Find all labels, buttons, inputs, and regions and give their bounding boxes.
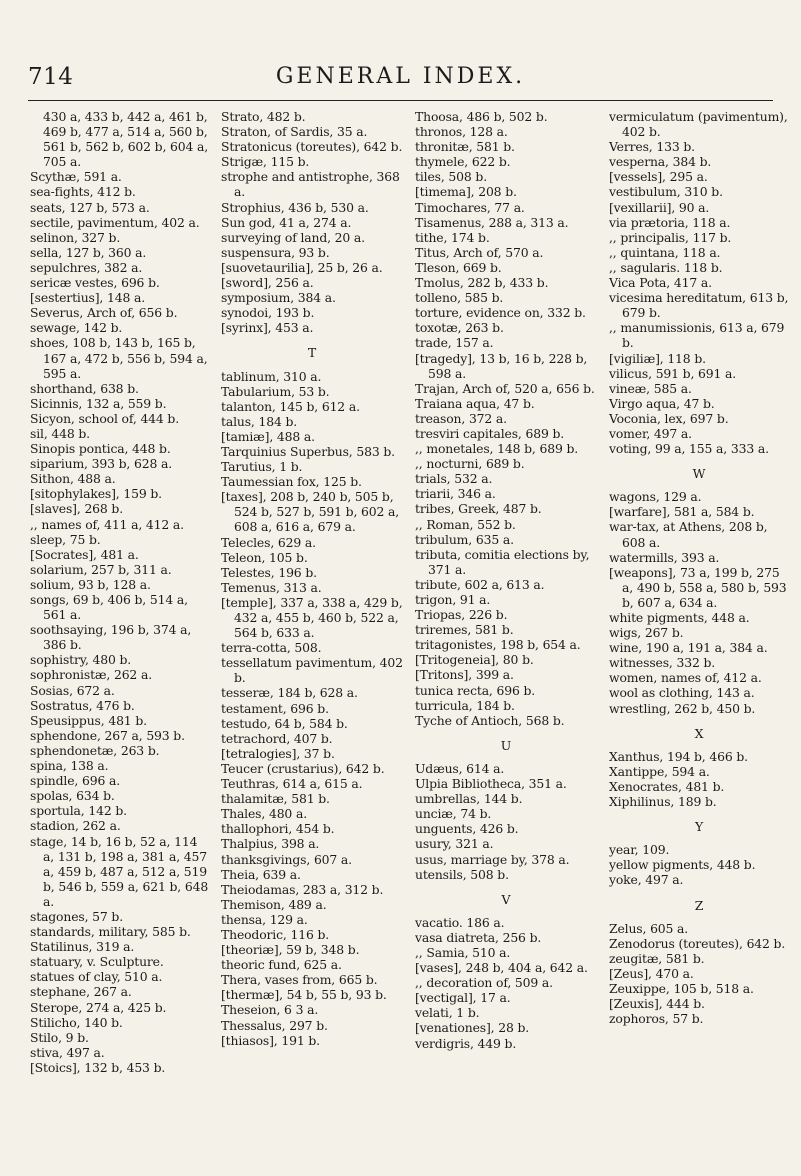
- index-entry: vomer, 497 a.: [609, 425, 692, 441]
- index-entry: Xiphilinus, 189 b.: [609, 794, 717, 810]
- index-entry: Stratonicus (toreutes), 642 b.: [221, 139, 403, 155]
- index-column-1: [30, 109, 212, 1075]
- index-entry: sepulchres, 382 a.: [30, 259, 143, 275]
- index-entry: sophronistæ, 262 a.: [30, 667, 152, 683]
- index-entry: Temenus, 313 a.: [221, 579, 322, 595]
- index-entry: spindle, 696 a.: [30, 773, 121, 789]
- index-entry: Theiodamas, 283 a, 312 b.: [221, 881, 384, 897]
- index-entry: triremes, 581 b.: [415, 622, 514, 638]
- index-entry: tritagonistes, 198 b, 654 a.: [415, 637, 581, 653]
- index-entry: ,, names of, 411 a, 412 a.: [30, 516, 184, 532]
- index-entry: talanton, 145 b, 612 a.: [221, 398, 360, 414]
- index-entry: siparium, 393 b, 628 a.: [30, 456, 172, 472]
- index-entry: solium, 93 b, 128 a.: [30, 576, 151, 592]
- index-entry: Sithon, 488 a.: [30, 471, 116, 487]
- index-entry: sella, 127 b, 360 a.: [30, 244, 147, 260]
- index-entry: [timema], 208 b.: [415, 184, 517, 200]
- index-entry: stage, 14 b, 16 b, 52 a, 114 a, 131 b, 198 a, 381 a, 457 a, 459 b, 487 a, 512 a, 519 b, 546 b, 559 a, 621 b, 648 a.: [30, 833, 209, 909]
- index-entry: Tleson, 669 b.: [415, 259, 502, 275]
- index-entry: [theoriæ], 59 b, 348 b.: [221, 942, 360, 958]
- index-entry: Virgo aqua, 47 b.: [609, 395, 715, 411]
- index-entry: tolleno, 585 b.: [415, 290, 504, 306]
- index-entry: Speusippus, 481 b.: [30, 712, 147, 728]
- index-entry: yellow pigments, 448 b.: [609, 857, 756, 873]
- index-entry: vermiculatum (pavimentum), 402 b.: [609, 109, 788, 140]
- index-entry: tiles, 508 b.: [415, 169, 487, 185]
- index-entry: wigs, 267 b.: [609, 625, 684, 641]
- index-entry: yoke, 497 a.: [609, 872, 684, 888]
- index-entry: Stilo, 9 b.: [30, 1029, 89, 1045]
- index-entry: tribute, 602 a, 613 a.: [415, 576, 545, 592]
- index-entry: sil, 448 b.: [30, 425, 90, 441]
- index-entry: shoes, 108 b, 143 b, 165 b, 167 a, 472 b, 556 b, 594 a, 595 a.: [30, 335, 208, 381]
- index-entry: Tmolus, 282 b, 433 b.: [415, 275, 549, 291]
- index-entry: Thalpius, 398 a.: [221, 836, 320, 852]
- index-entry: Udæus, 614 a.: [415, 760, 505, 776]
- index-entry: ,, manumissionis, 613 a, 679 b.: [609, 320, 785, 351]
- index-entry: strophe and antistrophe, 368 a.: [221, 169, 400, 200]
- index-entry: Theia, 639 a.: [221, 866, 301, 882]
- index-entry: [Socrates], 481 a.: [30, 546, 139, 562]
- index-entry: Strato, 482 b.: [221, 109, 306, 124]
- index-entry: sophistry, 480 b.: [30, 652, 132, 668]
- index-entry: surveying of land, 20 a.: [221, 229, 365, 245]
- index-letter-heading: Y: [694, 819, 704, 835]
- index-entry: [tragedy], 13 b, 16 b, 228 b, 598 a.: [415, 350, 588, 381]
- index-entry: trigon, 91 a.: [415, 592, 491, 607]
- index-entry: ,, principalis, 117 b.: [609, 229, 732, 245]
- index-entry: tribes, Greek, 487 b.: [415, 501, 542, 517]
- index-entry: [vigiliæ], 118 b.: [609, 350, 706, 366]
- index-entry: ,, monetales, 148 b, 689 b.: [415, 441, 579, 457]
- index-entry: [warfare], 581 a, 584 b.: [609, 504, 755, 520]
- index-entry: vasa diatreta, 256 b.: [415, 929, 542, 945]
- index-entry: [suovetaurilia], 25 b, 26 a.: [221, 259, 383, 275]
- index-entry: suspensura, 93 b.: [221, 244, 330, 260]
- index-entry: [thermæ], 54 b, 55 b, 93 b.: [221, 987, 387, 1003]
- index-entry: sphendonetæ, 263 b.: [30, 742, 160, 758]
- index-entry: ,, quintana, 118 a.: [609, 244, 721, 260]
- index-entry: [Zeus], 470 a.: [609, 965, 694, 981]
- index-entry: standards, military, 585 b.: [30, 924, 191, 940]
- index-entry: [temple], 337 a, 338 a, 429 b, 432 a, 455 b, 460 b, 522 a, 564 b, 633 a.: [221, 594, 403, 641]
- index-entry: thallophori, 454 b.: [221, 821, 335, 837]
- index-letter-heading: V: [501, 891, 511, 907]
- index-entry: solarium, 257 b, 311 a.: [30, 561, 172, 577]
- index-entry: wrestling, 262 b, 450 b.: [609, 700, 756, 716]
- index-entry: vestibulum, 310 b.: [609, 184, 723, 200]
- index-entry: synodoi, 193 b.: [221, 305, 315, 321]
- index-entry: white pigments, 448 a.: [609, 610, 750, 625]
- index-entry: tablinum, 310 a.: [221, 368, 322, 384]
- index-entry: Titus, Arch of, 570 a.: [415, 244, 544, 260]
- index-entry: thronos, 128 a.: [415, 124, 508, 140]
- index-entry: statues of clay, 510 a.: [30, 969, 163, 985]
- index-entry: [vexillarii], 90 a.: [609, 199, 710, 215]
- index-entry: testudo, 64 b, 584 b.: [221, 715, 348, 731]
- index-entry: tributa, comitia elections by, 371 a.: [415, 546, 590, 577]
- index-entry: wool as clothing, 143 a.: [609, 685, 755, 701]
- index-entry: Tisamenus, 288 a, 313 a.: [415, 214, 569, 230]
- index-entry: Theseion, 6 3 a.: [221, 1002, 319, 1018]
- index-entry: ,, decoration of, 509 a.: [415, 975, 553, 991]
- index-entry: ,, Roman, 552 b.: [415, 516, 516, 532]
- index-entry: utensils, 508 b.: [415, 866, 509, 882]
- index-entry: sleep, 75 b.: [30, 531, 101, 547]
- index-entry: torture, evidence on, 332 b.: [415, 305, 586, 321]
- index-entry: Strophius, 436 b, 530 a.: [221, 199, 369, 215]
- index-entry: turricula, 184 b.: [415, 697, 515, 713]
- index-entry: Sostratus, 476 b.: [30, 697, 135, 713]
- index-entry: Xanthus, 194 b, 466 b.: [609, 748, 748, 764]
- index-entry: verdigris, 449 b.: [415, 1035, 517, 1051]
- index-entry: Verres, 133 b.: [609, 139, 695, 155]
- index-entry: Sosias, 672 a.: [30, 682, 115, 698]
- index-entry: [venationes], 28 b.: [415, 1020, 530, 1036]
- index-entry: [taxes], 208 b, 240 b, 505 b, 524 b, 527 b, 591 b, 602 a, 608 a, 616 a, 679 a.: [221, 489, 400, 535]
- index-entry: [Stoics], 132 b, 453 b.: [30, 1059, 166, 1075]
- index-entry: Telecles, 629 a.: [221, 534, 316, 550]
- index-entry: spina, 138 a.: [30, 758, 109, 774]
- index-entry: Zenodorus (toreutes), 642 b.: [609, 935, 786, 951]
- index-entry: seats, 127 b, 573 a.: [30, 199, 150, 215]
- index-entry: sphendone, 267 a, 593 b.: [30, 727, 185, 743]
- index-entry: voting, 99 a, 155 a, 333 a.: [609, 441, 769, 457]
- index-entry: thronitæ, 581 b.: [415, 139, 515, 155]
- index-entry: Sinopis pontica, 448 b.: [30, 441, 171, 457]
- index-letter-heading: Z: [694, 897, 704, 913]
- index-entry: [sword], 256 a.: [221, 275, 314, 291]
- index-letter-heading: T: [307, 345, 317, 361]
- index-entry: Thessalus, 297 b.: [221, 1017, 328, 1033]
- index-entry: thanksgivings, 607 a.: [221, 851, 352, 867]
- index-entry: Telestes, 196 b.: [221, 564, 317, 580]
- index-entry: tribulum, 635 a.: [415, 531, 514, 547]
- index-entry: terra-cotta, 508.: [221, 640, 322, 656]
- index-entry: Scythæ, 591 a.: [30, 169, 122, 185]
- index-entry: wagons, 129 a.: [609, 489, 702, 505]
- index-entry: [thiasos], 191 b.: [221, 1032, 320, 1048]
- index-entry: stiva, 497 a.: [30, 1044, 105, 1060]
- index-entry: sericæ vestes, 696 b.: [30, 275, 160, 291]
- index-column-4: [609, 109, 789, 1026]
- index-entry: [syrinx], 453 a.: [221, 320, 314, 336]
- index-entry: vineæ, 585 a.: [609, 380, 692, 396]
- index-entry: [vessels], 295 a.: [609, 169, 708, 185]
- index-entry: toxotæ, 263 b.: [415, 320, 504, 336]
- index-entry: symposium, 384 a.: [221, 290, 336, 306]
- index-entry: Straton, of Sardis, 35 a.: [221, 124, 368, 140]
- index-entry: [sitophylakes], 159 b.: [30, 486, 162, 502]
- header-rule: [28, 100, 773, 101]
- index-entry: unguents, 426 b.: [415, 821, 519, 837]
- index-entry: tithe, 174 b.: [415, 229, 490, 245]
- index-entry: [Tritogeneia], 80 b.: [415, 652, 534, 668]
- index-entry: tessellatum pavimentum, 402 b.: [221, 655, 403, 686]
- index-entry: Tyche of Antioch, 568 b.: [415, 712, 565, 728]
- index-entry: Sicinnis, 132 a, 559 b.: [30, 395, 167, 411]
- index-entry: witnesses, 332 b.: [609, 655, 716, 671]
- index-entry: Sun god, 41 a, 274 a.: [221, 214, 352, 230]
- index-entry: wine, 190 a, 191 a, 384 a.: [609, 640, 768, 656]
- index-entry: sewage, 142 b.: [30, 320, 123, 336]
- index-entry: unciæ, 74 b.: [415, 806, 492, 822]
- index-entry: vesperna, 384 b.: [609, 154, 712, 170]
- index-entry: [tamiæ], 488 a.: [221, 428, 315, 444]
- index-entry: Statilinus, 319 a.: [30, 939, 135, 955]
- index-entry: Teleon, 105 b.: [221, 549, 308, 565]
- index-entry: thensa, 129 a.: [221, 911, 308, 927]
- index-entry: theoric fund, 625 a.: [221, 957, 342, 973]
- index-entry: vacatio. 186 a.: [415, 914, 505, 930]
- index-entry: Triopas, 226 b.: [415, 607, 508, 623]
- index-column-3: [415, 109, 597, 1051]
- index-entry: velati, 1 b.: [415, 1005, 480, 1021]
- index-column-2: [221, 109, 403, 1048]
- page-header: [28, 64, 773, 96]
- index-entry: Tarutius, 1 b.: [221, 459, 303, 475]
- index-entry: Sterope, 274 a, 425 b.: [30, 999, 167, 1015]
- index-entry: stephane, 267 a.: [30, 984, 132, 1000]
- index-entry: Zeuxippe, 105 b, 518 a.: [609, 980, 754, 996]
- index-entry: vilicus, 591 b, 691 a.: [609, 365, 737, 381]
- index-entry: Thoosa, 486 b, 502 b.: [415, 109, 548, 124]
- index-entry: tresviri capitales, 689 b.: [415, 425, 565, 441]
- index-entry: Sicyon, school of, 444 b.: [30, 410, 179, 426]
- index-entry: tunica recta, 696 b.: [415, 682, 536, 698]
- index-entry: [vases], 248 b, 404 a, 642 a.: [415, 960, 588, 976]
- index-entry: zeugitæ, 581 b.: [609, 950, 705, 966]
- index-entry: Taumessian fox, 125 b.: [221, 474, 362, 490]
- index-letter-heading: W: [692, 466, 706, 482]
- index-entry: [weapons], 73 a, 199 b, 275 a, 490 b, 558 a, 580 b, 593 b, 607 a, 634 a.: [609, 564, 787, 610]
- index-entry: [Zeuxis], 444 b.: [609, 996, 705, 1012]
- index-entry: Tabularium, 53 b.: [221, 383, 330, 399]
- index-entry: stadion, 262 a.: [30, 818, 121, 834]
- index-entry: stagones, 57 b.: [30, 908, 123, 924]
- index-entry: Vica Pota, 417 a.: [609, 275, 712, 291]
- index-entry: Tarquinius Superbus, 583 b.: [221, 443, 395, 459]
- index-letter-heading: U: [500, 737, 512, 753]
- index-entry: triarii, 346 a.: [415, 486, 496, 502]
- index-entry: [Tritons], 399 a.: [415, 667, 514, 683]
- index-entry: Traiana aqua, 47 b.: [415, 395, 535, 411]
- index-entry: ,, nocturni, 689 b.: [415, 456, 525, 472]
- index-entry: sea-fights, 412 b.: [30, 184, 136, 200]
- index-entry: war-tax, at Athens, 208 b, 608 a.: [609, 519, 768, 550]
- index-entry: [sestertius], 148 a.: [30, 290, 146, 306]
- index-entry: [slaves], 268 b.: [30, 501, 124, 517]
- index-entry: tesseræ, 184 b, 628 a.: [221, 685, 358, 701]
- index-entry: year, 109.: [609, 842, 670, 858]
- index-entry: talus, 184 b.: [221, 413, 298, 429]
- index-entry: Teucer (crustarius), 642 b.: [221, 760, 385, 776]
- index-entry: women, names of, 412 a.: [609, 670, 762, 686]
- index-entry: songs, 69 b, 406 b, 514 a, 561 a.: [30, 592, 188, 623]
- index-entry: zophoros, 57 b.: [609, 1011, 704, 1027]
- index-entry: thymele, 622 b.: [415, 154, 511, 170]
- index-entry: Zelus, 605 a.: [609, 920, 689, 936]
- index-entry: Severus, Arch of, 656 b.: [30, 305, 178, 321]
- index-entry: sectile, pavimentum, 402 a.: [30, 214, 200, 230]
- index-entry: Timochares, 77 a.: [415, 199, 525, 215]
- index-entry: Teuthras, 614 a, 615 a.: [221, 776, 363, 792]
- index-entry: trade, 157 a.: [415, 335, 494, 351]
- index-entry: Xenocrates, 481 b.: [609, 778, 725, 794]
- index-entry: trials, 532 a.: [415, 471, 493, 487]
- index-entry: ,, Samia, 510 a.: [415, 944, 511, 960]
- index-entry: statuary, v. Sculpture.: [30, 954, 164, 970]
- index-entry: watermills, 393 a.: [609, 549, 720, 565]
- index-entry: usury, 321 a.: [415, 836, 494, 852]
- index-entry: tetrachord, 407 b.: [221, 730, 333, 746]
- index-entry: Themison, 489 a.: [221, 896, 327, 912]
- index-entry: Thales, 480 a.: [221, 806, 307, 822]
- page-number: 714: [28, 64, 74, 90]
- index-entry: spolas, 634 b.: [30, 788, 115, 804]
- index-entry: Xantippe, 594 a.: [609, 763, 710, 779]
- index-entry: shorthand, 638 b.: [30, 380, 139, 396]
- index-entry: [tetralogies], 37 b.: [221, 745, 335, 761]
- index-entry: [vectigal], 17 a.: [415, 990, 511, 1006]
- index-entry: Trajan, Arch of, 520 a, 656 b.: [415, 380, 595, 396]
- index-entry: Thera, vases from, 665 b.: [221, 972, 378, 988]
- index-entry-continued: 430 a, 433 b, 442 a, 461 b, 469 b, 477 a, 514 a, 560 b, 561 b, 562 b, 602 b, 604 a, 705 a.: [43, 109, 209, 170]
- index-entry: sportula, 142 b.: [30, 803, 127, 819]
- index-entry: vicesima hereditatum, 613 b, 679 b.: [609, 290, 789, 321]
- index-entry: usus, marriage by, 378 a.: [415, 851, 570, 867]
- index-entry: soothsaying, 196 b, 374 a, 386 b.: [30, 622, 192, 653]
- index-entry: Strigæ, 115 b.: [221, 154, 310, 170]
- index-entry: via prætoria, 118 a.: [609, 214, 731, 230]
- page-title: GENERAL INDEX.: [275, 64, 526, 89]
- index-entry: Ulpia Bibliotheca, 351 a.: [415, 776, 567, 792]
- index-letter-heading: X: [694, 725, 704, 741]
- index-entry: Theodoric, 116 b.: [221, 926, 330, 942]
- index-entry: Stilicho, 140 b.: [30, 1014, 123, 1030]
- index-entry: selinon, 327 b.: [30, 229, 121, 245]
- index-entry: umbrellas, 144 b.: [415, 791, 523, 807]
- index-entry: treason, 372 a.: [415, 410, 507, 426]
- index-entry: thalamitæ, 581 b.: [221, 791, 330, 807]
- index-entry: testament, 696 b.: [221, 700, 329, 716]
- index-entry: Voconia, lex, 697 b.: [609, 410, 729, 426]
- index-entry: ,, sagularis. 118 b.: [609, 259, 723, 275]
